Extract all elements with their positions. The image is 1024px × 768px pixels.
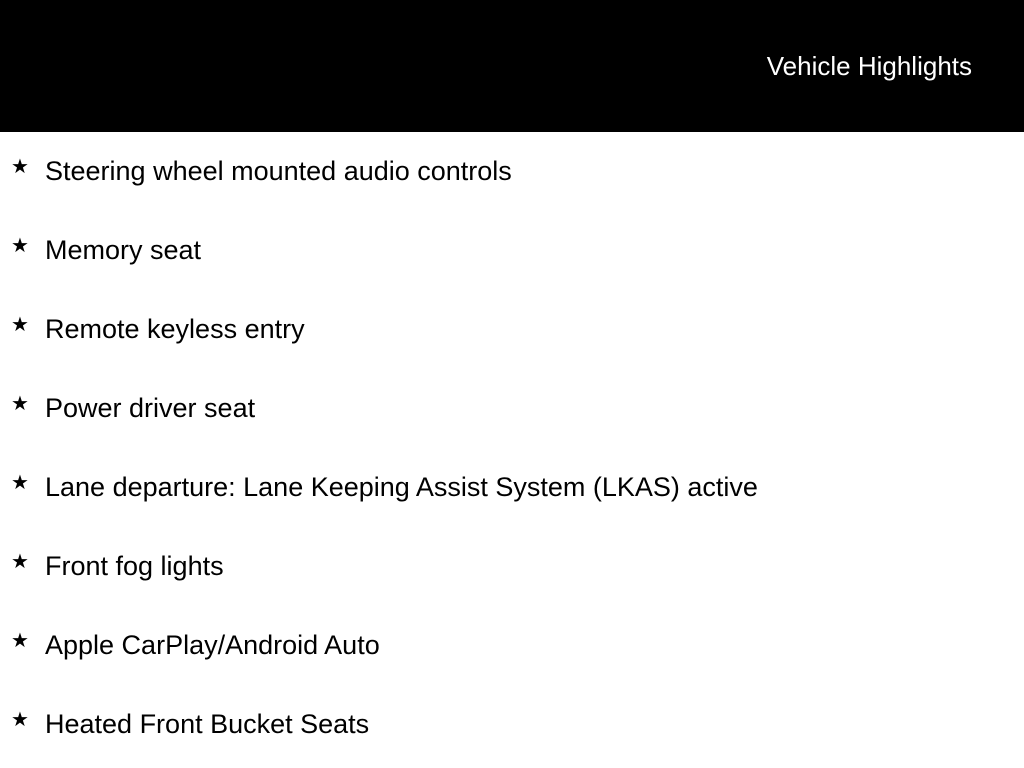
page-title: Vehicle Highlights	[766, 51, 972, 81]
star-icon: ★	[11, 235, 29, 257]
star-icon: ★	[11, 156, 29, 178]
list-item	[0, 527, 1024, 606]
star-icon: ★	[11, 314, 29, 336]
vehicle-highlights-list	[0, 132, 1024, 764]
feature-label: Apple CarPlay/Android Auto	[45, 630, 380, 660]
list-item	[0, 606, 1024, 685]
list-item	[0, 685, 1024, 764]
feature-label: Memory seat	[45, 235, 202, 265]
star-icon: ★	[11, 630, 29, 652]
feature-label: Power driver seat	[45, 393, 256, 423]
list-item	[0, 290, 1024, 369]
list-item	[0, 132, 1024, 211]
list-item	[0, 448, 1024, 527]
list-item	[0, 211, 1024, 290]
star-icon: ★	[11, 551, 29, 573]
list-item	[0, 369, 1024, 448]
star-icon: ★	[11, 709, 29, 731]
feature-label: Lane departure: Lane Keeping Assist System (LKAS) active	[45, 472, 758, 502]
star-icon: ★	[11, 472, 29, 494]
feature-label: Front fog lights	[45, 551, 224, 581]
feature-label: Heated Front Bucket Seats	[45, 709, 370, 739]
header-bar	[0, 0, 1024, 132]
feature-label: Steering wheel mounted audio controls	[45, 156, 512, 186]
star-icon: ★	[11, 393, 29, 415]
feature-label: Remote keyless entry	[45, 314, 305, 344]
